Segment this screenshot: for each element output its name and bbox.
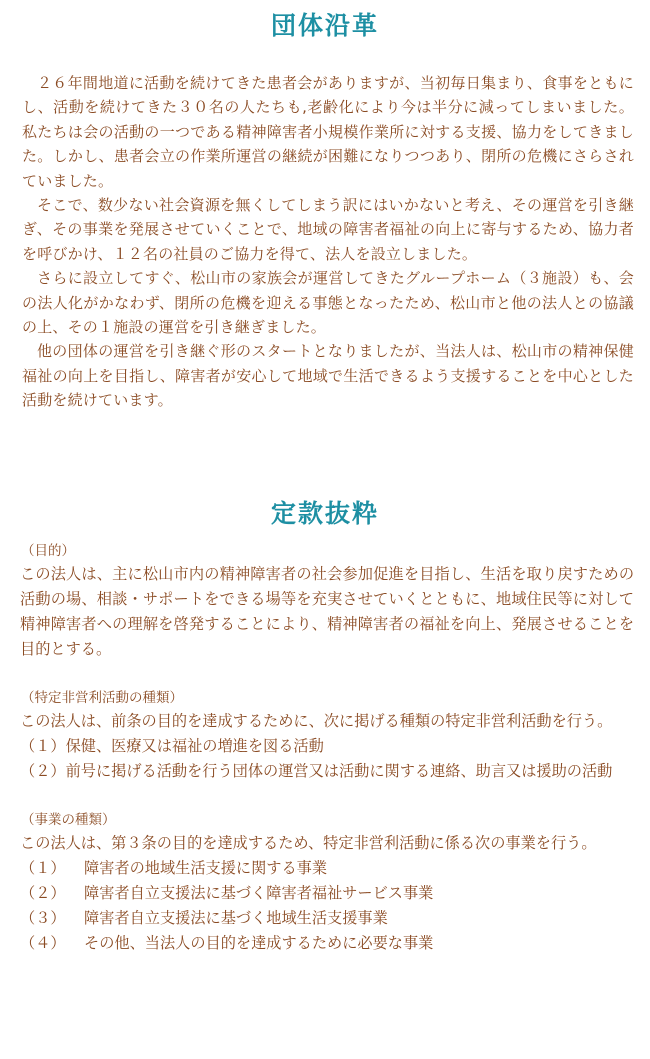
list-item-number: （１） <box>20 859 66 877</box>
articles-body <box>20 540 634 956</box>
business-text: この法人は、第３条の目的を達成するため、特定非営利活動に係る次の事業を行う。 <box>20 834 597 852</box>
list-item-text: 障害者の地域生活支援に関する事業 <box>84 859 327 877</box>
articles-heading: 定款抜粋 <box>270 499 379 528</box>
list-item <box>20 931 634 956</box>
business-list <box>20 856 634 956</box>
list-item-number: （２） <box>20 884 66 902</box>
purpose-text: この法人は、主に松山市内の精神障害者の社会参加促進を目指し、生活を取り戻すための活動の場、相談・サポートをできる場等を充実させていくとともに、地域住民等に対して精神障害者への理解を啓発することにより、精神障害者の福祉を向上、発展させることを目的とする。 <box>20 565 634 658</box>
list-item-text: その他、当法人の目的を達成するために必要な事業 <box>84 934 434 952</box>
list-item <box>20 734 634 759</box>
list-item <box>20 881 634 906</box>
list-item <box>20 906 634 931</box>
history-paragraph: ２６年間地道に活動を続けてきた患者会がありますが、当初毎日集まり、食事をともにし、活動を続けてきた３０名の人たちも,老齢化により今は半分に減ってしまいました。私たちは会の活動の一つである精神障害者小規模作業所に対する支援、協力をしてきました。しかし、患者会立の作業所運営の継続が困難になりつつあり、閉所の危機にさらされていました。 <box>22 74 634 190</box>
history-paragraph: 他の団体の運営を引き継ぐ形のスタートとなりましたが、当法人は、松山市の精神保健福祉の向上を目指し、障害者が安心して地域で生活できるよう支援することを中心とした活動を続けています。 <box>22 342 634 410</box>
list-item-text: 保健、医療又は福祉の増進を図る活動 <box>65 737 324 755</box>
nonprofit-activities-label: （特定非営利活動の種類） <box>21 690 183 706</box>
list-item <box>20 759 634 784</box>
nonprofit-activities-list <box>20 734 634 784</box>
list-item-number: （３） <box>20 909 66 927</box>
list-item-text: 前号に掲げる活動を行う団体の運営又は活動に関する連絡、助言又は援助の活動 <box>65 762 613 780</box>
history-paragraph: そこで、数少ない社会資源を無くしてしまう訳にはいかないと考え、その運営を引き継ぎ、その事業を発展させていくことで、地域の障害者福祉の向上に寄与するため、協力者を呼びかけ、１２名の社員のご協力を得て、法人を設立しました。 <box>22 196 634 263</box>
history-body <box>22 71 634 413</box>
list-item <box>20 856 634 881</box>
history-heading: 団体沿革 <box>270 11 379 40</box>
list-item-text: 障害者自立支援法に基づく障害者福祉サービス事業 <box>84 884 434 902</box>
business-section <box>20 809 634 956</box>
business-label: （事業の種類） <box>21 812 116 828</box>
nonprofit-activities-text: この法人は、前条の目的を達成するために、次に掲げる種類の特定非営利活動を行う。 <box>20 712 613 730</box>
purpose-section <box>20 540 634 662</box>
list-item-number: （２） <box>20 762 66 780</box>
list-item-number: （１） <box>20 737 66 755</box>
nonprofit-activities-section <box>20 687 634 784</box>
history-paragraph: さらに設立してすぐ、松山市の家族会が運営してきたグループホーム（３施設）も、会の法人化がかなわず、閉所の危機を迎える事態となったため、松山市と他の法人との協議の上、その１施設の運営を引き継ぎました。 <box>22 269 634 337</box>
list-item-text: 障害者自立支援法に基づく地域生活支援事業 <box>84 909 388 927</box>
purpose-label: （目的） <box>21 543 75 559</box>
list-item-number: （４） <box>20 934 66 952</box>
